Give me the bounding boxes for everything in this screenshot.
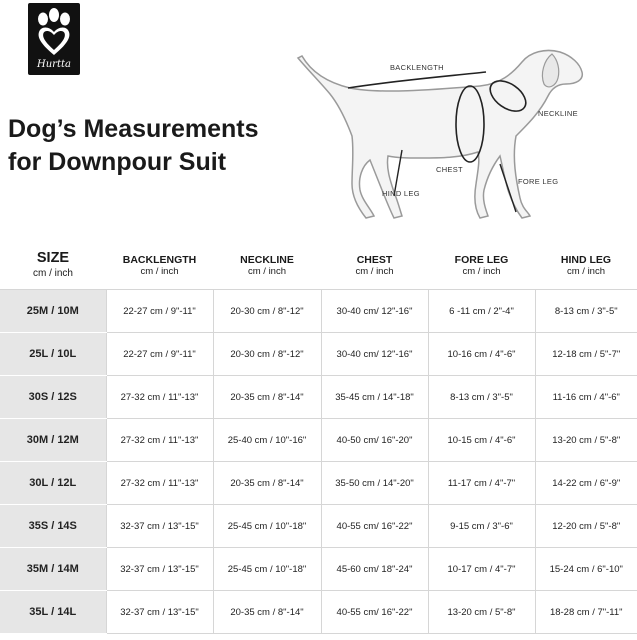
header-neckline: NECKLINE cm / inch — [213, 243, 321, 290]
hind-leg-cell: 15-24 cm / 6"-10" — [535, 548, 637, 591]
fore-leg-cell: 10-17 cm / 4"-7" — [428, 548, 535, 591]
dog-measurement-diagram — [290, 40, 600, 230]
fore-leg-cell: 13-20 cm / 5"-8" — [428, 591, 535, 634]
neckline-cell: 20-30 cm / 8"-12" — [213, 333, 321, 376]
fore-leg-cell: 9-15 cm / 3"-6" — [428, 505, 535, 548]
table-row — [0, 376, 637, 419]
header-chest: CHEST cm / inch — [321, 243, 428, 290]
neckline-cell: 20-30 cm / 8"-12" — [213, 290, 321, 333]
size-cell: 35M / 14M — [0, 548, 106, 591]
hind-leg-cell: 14-22 cm / 6"-9" — [535, 462, 637, 505]
backlength-cell: 27-32 cm / 11"-13" — [106, 419, 213, 462]
title-line-2: for Downpour Suit — [8, 148, 227, 176]
table-row — [0, 419, 637, 462]
size-cell: 30L / 12L — [0, 462, 106, 505]
chest-label: CHEST — [436, 165, 463, 174]
chest-cell: 40-55 cm/ 16"-22" — [321, 505, 428, 548]
hind-leg-cell: 12-20 cm / 5"-8" — [535, 505, 637, 548]
page-title — [8, 113, 259, 179]
brand-logo — [28, 3, 80, 75]
chest-cell: 35-50 cm / 14"-20" — [321, 462, 428, 505]
fore-leg-cell: 11-17 cm / 4"-7" — [428, 462, 535, 505]
neckline-label: NECKLINE — [538, 109, 578, 118]
hind-leg-cell: 8-13 cm / 3"-5" — [535, 290, 637, 333]
size-cell: 25L / 10L — [0, 333, 106, 376]
fore-leg-cell: 10-15 cm / 4"-6" — [428, 419, 535, 462]
chest-cell: 45-60 cm/ 18"-24" — [321, 548, 428, 591]
chest-cell: 40-55 cm/ 16"-22" — [321, 591, 428, 634]
neckline-cell: 25-45 cm / 10"-18" — [213, 548, 321, 591]
table-row — [0, 548, 637, 591]
fore-leg-cell: 10-16 cm / 4"-6" — [428, 333, 535, 376]
paw-heart-icon — [28, 3, 80, 63]
chest-cell: 30-40 cm/ 12"-16" — [321, 333, 428, 376]
table-row — [0, 462, 637, 505]
size-cell: 30S / 12S — [0, 376, 106, 419]
brand-name: Hurtta — [37, 59, 71, 70]
backlength-cell: 22-27 cm / 9"-11" — [106, 333, 213, 376]
header-fore-leg: FORE LEG cm / inch — [428, 243, 535, 290]
hind-leg-cell: 11-16 cm / 4"-6" — [535, 376, 637, 419]
neckline-cell: 20-35 cm / 8"-14" — [213, 376, 321, 419]
table-header-row — [0, 243, 637, 290]
backlength-cell: 22-27 cm / 9"-11" — [106, 290, 213, 333]
size-cell: 35S / 14S — [0, 505, 106, 548]
neckline-cell: 20-35 cm / 8"-14" — [213, 462, 321, 505]
table-row — [0, 333, 637, 376]
size-cell: 30M / 12M — [0, 419, 106, 462]
backlength-cell: 27-32 cm / 11"-13" — [106, 376, 213, 419]
backlength-cell: 32-37 cm / 13"-15" — [106, 548, 213, 591]
chest-cell: 40-50 cm/ 16"-20" — [321, 419, 428, 462]
hind-leg-cell: 13-20 cm / 5"-8" — [535, 419, 637, 462]
neckline-cell: 20-35 cm / 8"-14" — [213, 591, 321, 634]
chest-cell: 30-40 cm/ 12"-16" — [321, 290, 428, 333]
backlength-line — [348, 72, 486, 88]
hind-leg-label: HIND LEG — [382, 189, 420, 198]
title-line-1: Dog’s Measurements — [8, 115, 259, 143]
backlength-cell: 32-37 cm / 13"-15" — [106, 591, 213, 634]
header-hind-leg: HIND LEG cm / inch — [535, 243, 637, 290]
table-row — [0, 290, 637, 333]
fore-leg-cell: 8-13 cm / 3"-5" — [428, 376, 535, 419]
size-cell: 25M / 10M — [0, 290, 106, 333]
backlength-cell: 32-37 cm / 13"-15" — [106, 505, 213, 548]
size-chart-table — [0, 243, 637, 634]
table-row — [0, 591, 637, 634]
header-backlength: BACKLENGTH cm / inch — [106, 243, 213, 290]
hind-leg-cell: 12-18 cm / 5"-7" — [535, 333, 637, 376]
hind-leg-cell: 18-28 cm / 7"-11" — [535, 591, 637, 634]
neckline-cell: 25-45 cm / 10"-18" — [213, 505, 321, 548]
table-row — [0, 505, 637, 548]
backlength-cell: 27-32 cm / 11"-13" — [106, 462, 213, 505]
header-size: SIZE cm / inch — [0, 243, 106, 290]
dog-silhouette — [298, 50, 582, 218]
size-cell: 35L / 14L — [0, 591, 106, 634]
chest-cell: 35-45 cm / 14"-18" — [321, 376, 428, 419]
fore-leg-cell: 6 -11 cm / 2"-4" — [428, 290, 535, 333]
backlength-label: BACKLENGTH — [390, 63, 444, 72]
neckline-cell: 25-40 cm / 10"-16" — [213, 419, 321, 462]
fore-leg-label: FORE LEG — [518, 177, 559, 186]
